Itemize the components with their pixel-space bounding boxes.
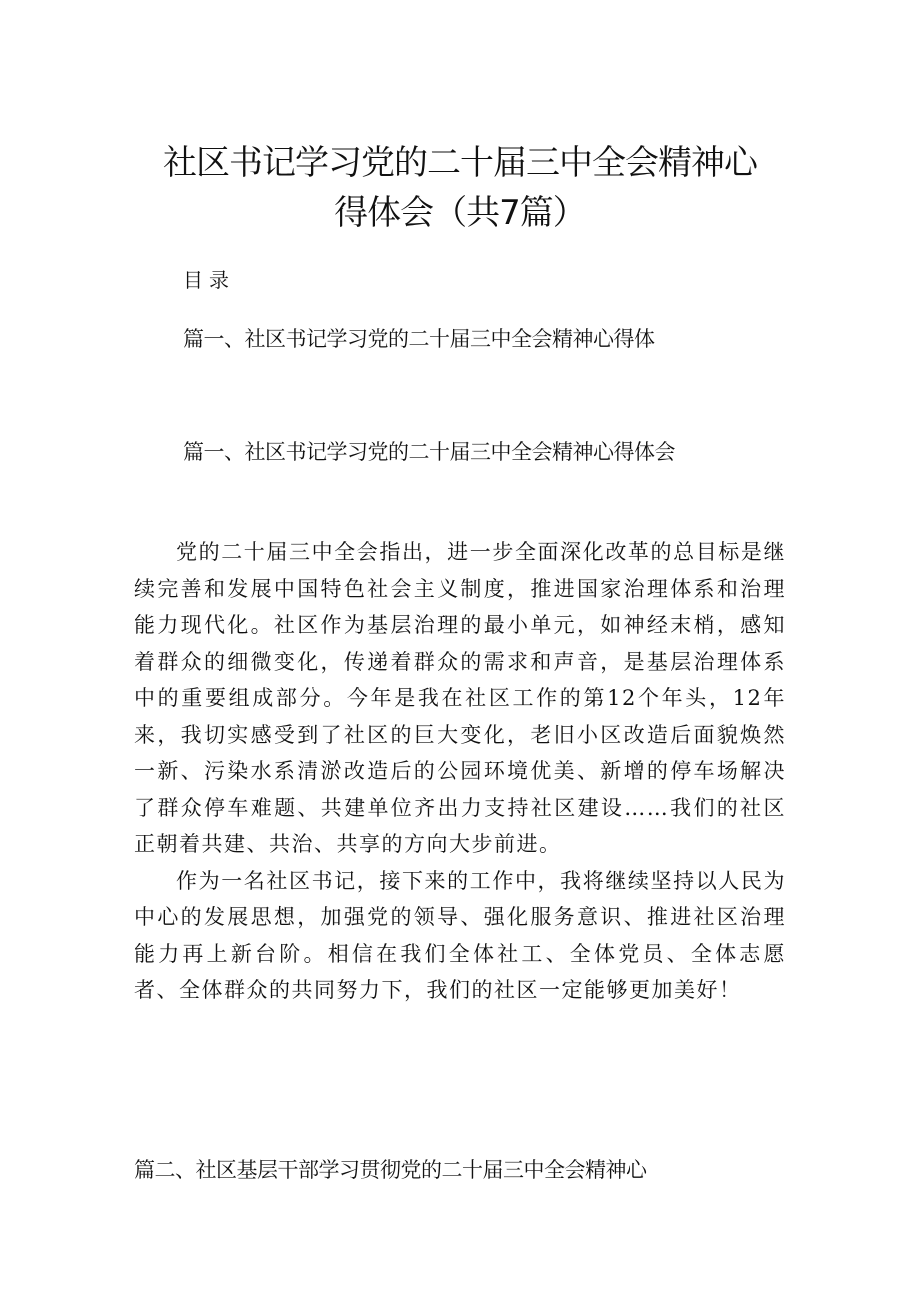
- document-title: [120, 138, 800, 238]
- paragraph-1: 党的二十届三中全会指出，进一步全面深化改革的总目标是继续完善和发展中国特色社会主义制度，推进国家治理体系和治理能力现代化。社区作为基层治理的最小单元，如神经末梢，感知着群众的细微变化，传递着群众的需求和声音，是基层治理体系中的重要组成部分。今年是我在社区工作的第12个年头，12年来，我切实感受到了社区的巨大变化，老旧小区改造后面貌焕然一新、污染水系清淤改造后的公园环境优美、新增的停车场解决了群众停车难题、共建单位齐出力支持社区建设……我们的社区正朝着共建、共治、共享的方向大步前进。: [134, 540, 786, 856]
- section-1-heading: 篇一、社区书记学习党的二十届三中全会精神心得体会: [183, 440, 675, 464]
- paragraph-2: 作为一名社区书记，接下来的工作中，我将继续坚持以人民为中心的发展思想，加强党的领导、强化服务意识、推进社区治理能力再上新台阶。相信在我们全体社工、全体党员、全体志愿者、全体群众的共同努力下，我们的社区一定能够更加美好！: [134, 868, 786, 1002]
- title-line-2: 得体会（共7篇）: [334, 193, 586, 233]
- toc-label: 目录: [183, 268, 235, 292]
- toc-item-1[interactable]: 篇一、社区书记学习党的二十届三中全会精神心得体: [183, 327, 655, 351]
- section-1-body: [134, 534, 786, 1009]
- section-2-heading: 篇二、社区基层干部学习贯彻党的二十届三中全会精神心: [134, 1158, 647, 1182]
- title-line-1: 社区书记学习党的二十届三中全会精神心: [163, 143, 757, 183]
